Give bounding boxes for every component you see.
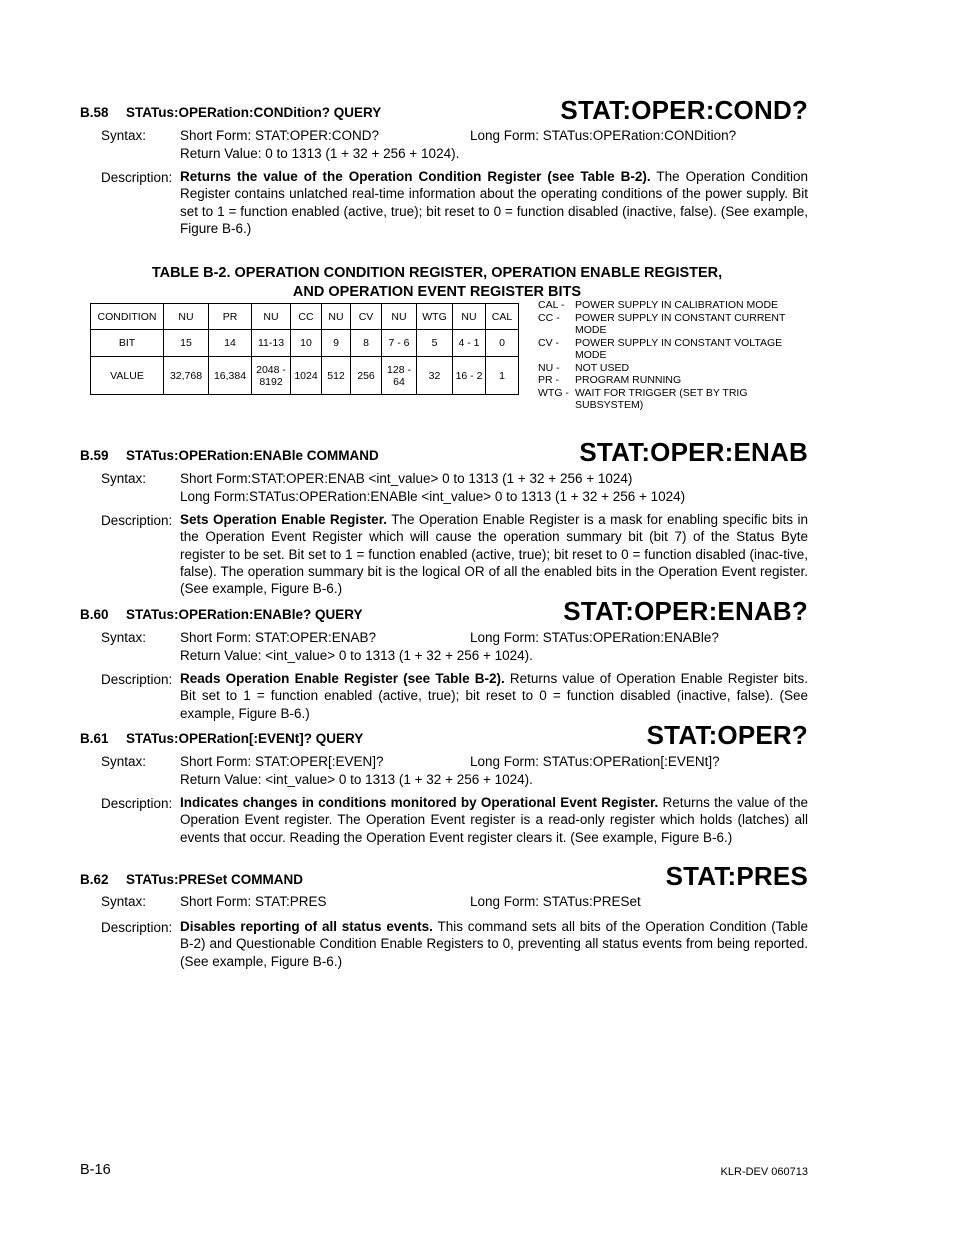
legend-value: POWER SUPPLY IN CALIBRATION MODE xyxy=(575,299,779,311)
syntax-label: Syntax: xyxy=(101,128,147,143)
description-text: Returns value of Operation Enable Register bits. Bit set to 1 = function enabled (active, true); bit reset to 0 = function disabled (inactive, false). (See example, Figure B-6.) xyxy=(180,671,808,721)
command-heading-b61: STAT:OPER? xyxy=(646,720,808,750)
syntax-label: Syntax: xyxy=(101,894,147,909)
command-heading-b60: STAT:OPER:ENAB? xyxy=(563,596,808,626)
short-form: Short Form: STAT:PRES xyxy=(180,894,327,909)
description-bold: Sets Operation Enable Register. xyxy=(180,512,387,527)
legend-key: CAL - xyxy=(538,299,565,311)
table-cell: 128 - 64 xyxy=(382,357,417,395)
table-cell: 512 xyxy=(322,357,351,395)
legend-value: POWER SUPPLY IN CONSTANT VOLTAGE MODE xyxy=(575,336,783,361)
section-title: STATus:OPERation[:EVENt]? QUERY xyxy=(126,731,364,746)
description-bold: Indicates changes in conditions monitored by Operational Event Register. xyxy=(180,795,659,810)
description-label: Description: xyxy=(101,920,173,935)
table-cell: 256 xyxy=(351,357,382,395)
short-form: Short Form: STAT:OPER[:EVEN]? xyxy=(180,754,384,769)
short-form: Short Form: STAT:OPER:COND? xyxy=(180,128,380,143)
table-cell: 7 - 6 xyxy=(382,330,417,357)
syntax-label: Syntax: xyxy=(101,630,147,645)
table-cell: NU xyxy=(322,304,351,330)
long-form: Long Form: STATus:PRESet xyxy=(470,894,641,909)
legend-entry xyxy=(538,299,800,312)
description-b62 xyxy=(180,918,808,970)
table-cell: 0 xyxy=(486,330,519,357)
section-number: B.61 xyxy=(80,731,109,746)
section-title: STATus:OPERation:ENABle? QUERY xyxy=(126,607,363,622)
return-value: Return Value: 0 to 1313 (1 + 32 + 256 + 1024). xyxy=(180,146,460,161)
table-cell: VALUE xyxy=(91,357,164,395)
table-cell: 15 xyxy=(164,330,209,357)
table-cell: 32 xyxy=(417,357,453,395)
legend-key: PR - xyxy=(538,374,559,386)
description-b61 xyxy=(180,794,808,846)
legend-value: POWER SUPPLY IN CONSTANT CURRENT MODE xyxy=(575,311,786,336)
table-cell: 16,384 xyxy=(209,357,252,395)
legend-entry xyxy=(538,362,800,375)
legend-value: PROGRAM RUNNING xyxy=(575,374,682,386)
section-number: B.60 xyxy=(80,607,109,622)
table-row-value xyxy=(91,357,519,395)
description-label: Description: xyxy=(101,672,173,687)
return-value: Return Value: <int_value> 0 to 1313 (1 + 32 + 256 + 1024). xyxy=(180,772,533,787)
description-text: Returns the value of the Operation Event register. The Operation Event register is a read-only register which holds (latches) all events that occur. Reading the Operation Event register clears it. (See example, Figure B-6.) xyxy=(180,795,808,845)
table-cell: WTG xyxy=(417,304,453,330)
return-value: Return Value: <int_value> 0 to 1313 (1 + 32 + 256 + 1024). xyxy=(180,648,533,663)
syntax-label: Syntax: xyxy=(101,754,147,769)
legend-entry xyxy=(538,387,800,412)
section-heading-b61 xyxy=(80,731,363,746)
table-cell: BIT xyxy=(91,330,164,357)
legend-key: CV - xyxy=(538,336,559,349)
section-number: B.62 xyxy=(80,872,109,887)
description-b58 xyxy=(180,168,808,237)
legend-value: NOT USED xyxy=(575,361,630,374)
command-heading-b62: STAT:PRES xyxy=(665,861,808,891)
table-cell: NU xyxy=(453,304,486,330)
section-heading-b60 xyxy=(80,607,363,622)
table-cell: 10 xyxy=(291,330,322,357)
table-cell: CV xyxy=(351,304,382,330)
description-b59 xyxy=(180,511,808,597)
short-form: Short Form:STAT:OPER:ENAB <int_value> 0 to 1313 (1 + 32 + 256 + 1024) xyxy=(180,471,633,486)
section-title: STATus:OPERation:ENABle COMMAND xyxy=(126,448,379,463)
section-title: STATus:OPERation:CONDition? QUERY xyxy=(126,105,382,120)
syntax-label: Syntax: xyxy=(101,471,147,486)
table-cell: 11-13 xyxy=(252,330,291,357)
table-cell: 4 - 1 xyxy=(453,330,486,357)
section-heading-b58 xyxy=(80,105,381,120)
table-cell: 8 xyxy=(351,330,382,357)
command-heading-b58: STAT:OPER:COND? xyxy=(560,95,808,125)
legend-entry xyxy=(538,337,800,362)
long-form: Long Form: STATus:OPERation:ENABle? xyxy=(470,630,719,645)
description-text: This command sets all bits of the Operation Condition (Table B-2) and Questionable Condition Enable Registers to 0, preventing all status events from being reported. (See example, Figure B-6.) xyxy=(180,919,808,969)
table-row-condition xyxy=(91,304,519,330)
legend-key: WTG - xyxy=(538,386,569,399)
description-text: The Operation Condition Register contains unlatched real-time information about the operating conditions of the power supply. Bit set to 1 = function enabled (active, true); bit reset to 0 = function disabled (inactive, false). (See example, Figure B-6.) xyxy=(180,169,808,236)
table-cell: CAL xyxy=(486,304,519,330)
section-heading-b62 xyxy=(80,872,303,887)
table-cell: 32,768 xyxy=(164,357,209,395)
table-caption-line2: AND OPERATION EVENT REGISTER BITS xyxy=(292,284,582,300)
description-bold: Reads Operation Enable Register (see Table B-2). xyxy=(180,671,505,686)
table-cell: 9 xyxy=(322,330,351,357)
document-code: KLR-DEV 060713 xyxy=(720,1166,808,1178)
section-number: B.59 xyxy=(80,448,109,463)
table-cell: NU xyxy=(252,304,291,330)
command-heading-b59: STAT:OPER:ENAB xyxy=(579,437,808,467)
table-cell: NU xyxy=(164,304,209,330)
legend-entry xyxy=(538,312,800,337)
description-bold: Returns the value of the Operation Condition Register (see Table B-2). xyxy=(180,169,651,184)
table-caption-line1: TABLE B-2. OPERATION CONDITION REGISTER, OPERATION ENABLE REGISTER, xyxy=(151,265,723,281)
register-bits-table xyxy=(90,303,519,395)
description-text: The Operation Enable Register is a mask for enabling specific bits in the Operation Event Register which will cause the operation summary bit (bit 7) of the Status Byte register to be set. Bit set to 1 = function enabled (active, true); bit reset to 0 = function disabled (inac-tive, false). The operation summary bit is the logical OR of all the enabled bits in the Operation Event register. (See example, Figure B-6.) xyxy=(180,512,808,597)
table-cell: 5 xyxy=(417,330,453,357)
description-label: Description: xyxy=(101,170,173,185)
long-form: Long Form:STATus:OPERation:ENABle <int_value> 0 to 1313 (1 + 32 + 256 + 1024) xyxy=(180,489,686,504)
table-legend xyxy=(538,299,800,412)
table-cell: CC xyxy=(291,304,322,330)
short-form: Short Form: STAT:OPER:ENAB? xyxy=(180,630,377,645)
legend-value: WAIT FOR TRIGGER (SET BY TRIG SUBSYSTEM) xyxy=(575,386,748,411)
description-label: Description: xyxy=(101,513,173,528)
table-cell: NU xyxy=(382,304,417,330)
description-b60 xyxy=(180,670,808,722)
description-bold: Disables reporting of all status events. xyxy=(180,919,433,934)
table-row-bit xyxy=(91,330,519,357)
table-cell: 2048 - 8192 xyxy=(252,357,291,395)
section-heading-b59 xyxy=(80,448,379,463)
legend-key: CC - xyxy=(538,311,560,324)
description-label: Description: xyxy=(101,796,173,811)
legend-key: NU - xyxy=(538,361,560,374)
page-number: B-16 xyxy=(80,1162,111,1178)
long-form: Long Form: STATus:OPERation:CONDition? xyxy=(470,128,737,143)
table-cell: CONDITION xyxy=(91,304,164,330)
table-cell: 14 xyxy=(209,330,252,357)
section-title: STATus:PRESet COMMAND xyxy=(126,872,303,887)
table-cell: 1 xyxy=(486,357,519,395)
table-cell: 16 - 2 xyxy=(453,357,486,395)
section-number: B.58 xyxy=(80,105,109,120)
long-form: Long Form: STATus:OPERation[:EVENt]? xyxy=(470,754,720,769)
table-cell: 1024 xyxy=(291,357,322,395)
table-cell: PR xyxy=(209,304,252,330)
legend-entry xyxy=(538,374,800,387)
